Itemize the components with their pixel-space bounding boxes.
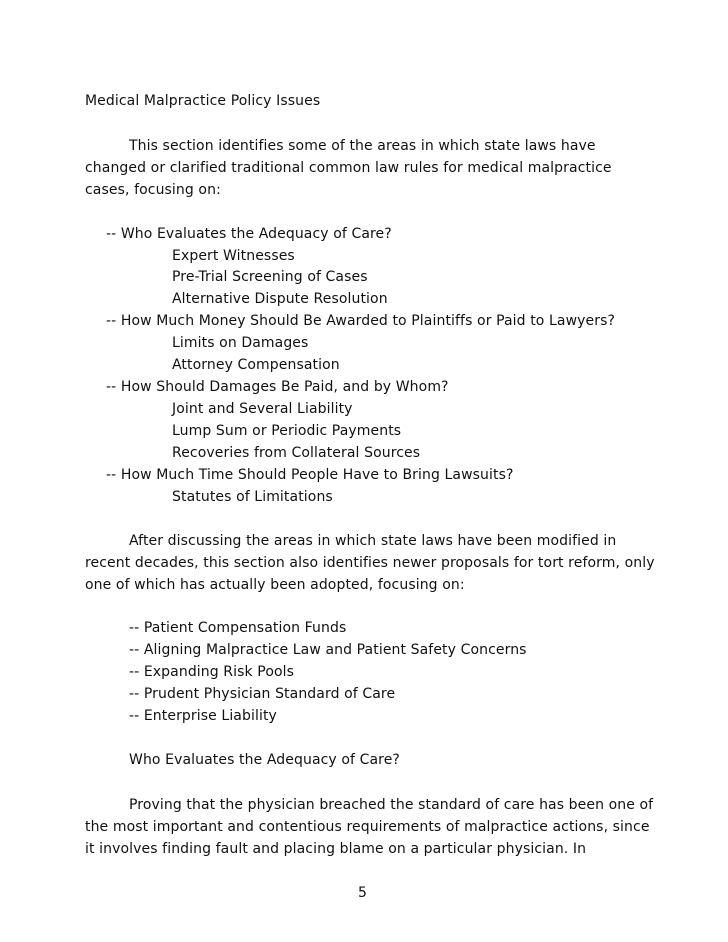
proposal-item: -- Patient Compensation Funds [129,620,347,636]
intro-line-3: cases, focusing on: [85,182,221,198]
outline-subitem: Attorney Compensation [172,357,340,373]
outline-subitem: Limits on Damages [172,335,309,351]
after-line-2: recent decades, this section also identifies newer proposals for tort reform, only [85,555,655,571]
outline-subitem: Expert Witnesses [172,248,295,264]
outline-subitem: Statutes of Limitations [172,489,333,505]
intro-line-2: changed or clarified traditional common law rules for medical malpractice [85,160,612,176]
outline-item: -- Who Evaluates the Adequacy of Care? [106,226,392,242]
outline-item: -- How Much Time Should People Have to Bring Lawsuits? [106,467,514,483]
outline-item: -- How Should Damages Be Paid, and by Whom? [106,379,449,395]
after-line-3: one of which has actually been adopted, focusing on: [85,577,465,593]
page-number: 5 [358,885,367,901]
section-subheading: Who Evaluates the Adequacy of Care? [129,752,400,768]
proposal-item: -- Expanding Risk Pools [129,664,295,680]
outline-subitem: Pre-Trial Screening of Cases [172,269,368,285]
proposal-item: -- Aligning Malpractice Law and Patient Safety Concerns [129,642,527,658]
after-line-1: After discussing the areas in which state laws have been modified in [129,533,617,549]
intro-line-1: This section identifies some of the areas in which state laws have [129,138,596,154]
proposal-item: -- Enterprise Liability [129,708,277,724]
outline-subitem: Joint and Several Liability [172,401,353,417]
outline-item: -- How Much Money Should Be Awarded to Plaintiffs or Paid to Lawyers? [106,313,616,329]
closing-line-3: it involves finding fault and placing blame on a particular physician. In [85,841,587,857]
closing-line-1: Proving that the physician breached the standard of care has been one of [129,797,654,813]
closing-line-2: the most important and contentious requirements of malpractice actions, since [85,819,650,835]
outline-subitem: Recoveries from Collateral Sources [172,445,421,461]
outline-subitem: Alternative Dispute Resolution [172,291,388,307]
page-heading: Medical Malpractice Policy Issues [85,93,321,109]
outline-subitem: Lump Sum or Periodic Payments [172,423,402,439]
proposal-item: -- Prudent Physician Standard of Care [129,686,396,702]
